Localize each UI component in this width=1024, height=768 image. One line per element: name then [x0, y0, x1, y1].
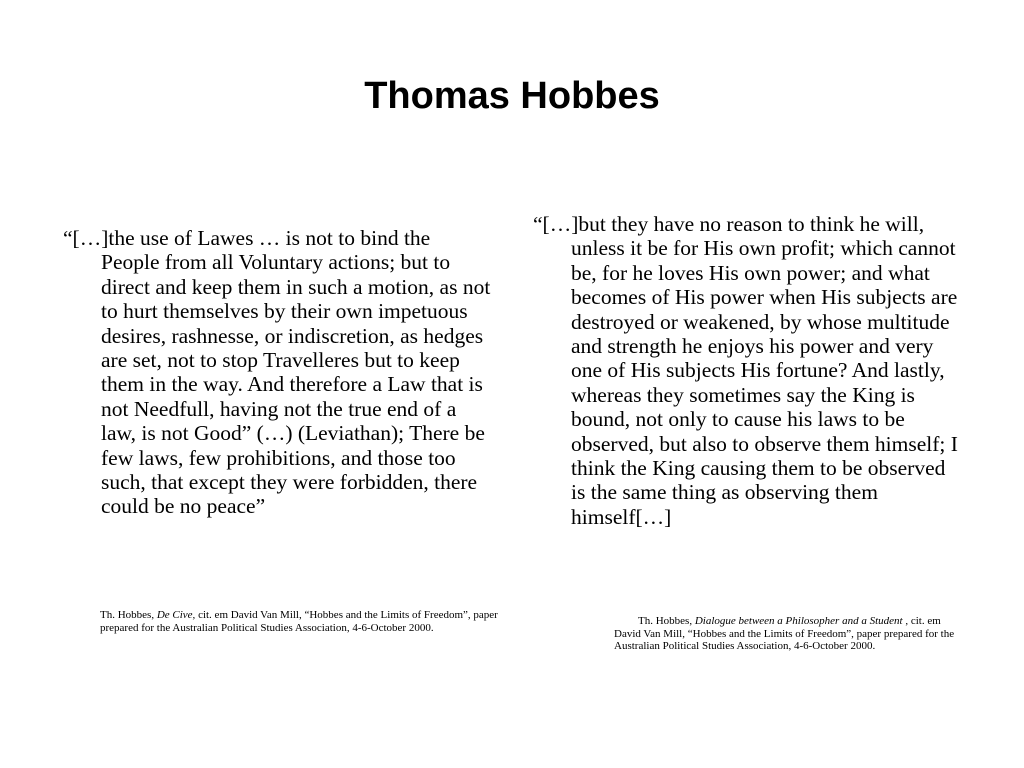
left-citation-work-title: De Cive,	[156, 609, 196, 621]
right-citation	[614, 615, 964, 653]
slide-title: Thomas Hobbes	[364, 75, 660, 117]
left-citation	[100, 609, 500, 634]
right-citation-details: , cit. em David Van Mill, “Hobbes and the Limits of Freedom”, paper prepared for the Australian Political Studies Association, 4-6-October 2000.	[614, 615, 955, 653]
left-citation-author: Th. Hobbes,	[100, 609, 157, 621]
right-citation-work-title: Dialogue between a Philosopher and a Student	[694, 615, 903, 627]
right-citation-author: Th. Hobbes,	[638, 615, 695, 627]
left-citation-details: cit. em David Van Mill, “Hobbes and the Limits of Freedom”, paper prepared for the Australian Political Studies Association, 4-6-October 2000.	[100, 609, 498, 634]
left-quote: “[…]the use of Lawes … is not to bind the People from all Voluntary actions; but to direct and keep them in such a motion, as not to hurt themselves by their own impetuous desires, rashnesse, or indiscretion, as hedges are set, not to stop Travelleres but to keep them in the way. And therefore a Law that is not Needfull, having not the true end of a law, is not Good” (…) (Leviathan); There be few laws, few prohibitions, and those too such, that except they were forbidden, there could be no peace”	[63, 226, 491, 519]
right-quote: “[…]but they have no reason to think he will, unless it be for His own profit; which cannot be, for he loves His own power; and what becomes of His power when His subjects are destroyed or weakened, by whose multitude and strength he enjoys his power and very one of His subjects His fortune? And lastly, whereas they sometimes say the King is bound, not only to cause his laws to be observed, but also to observe them himself; I think the King causing them to be observed is the same thing as observing them himself[…]	[533, 212, 958, 529]
